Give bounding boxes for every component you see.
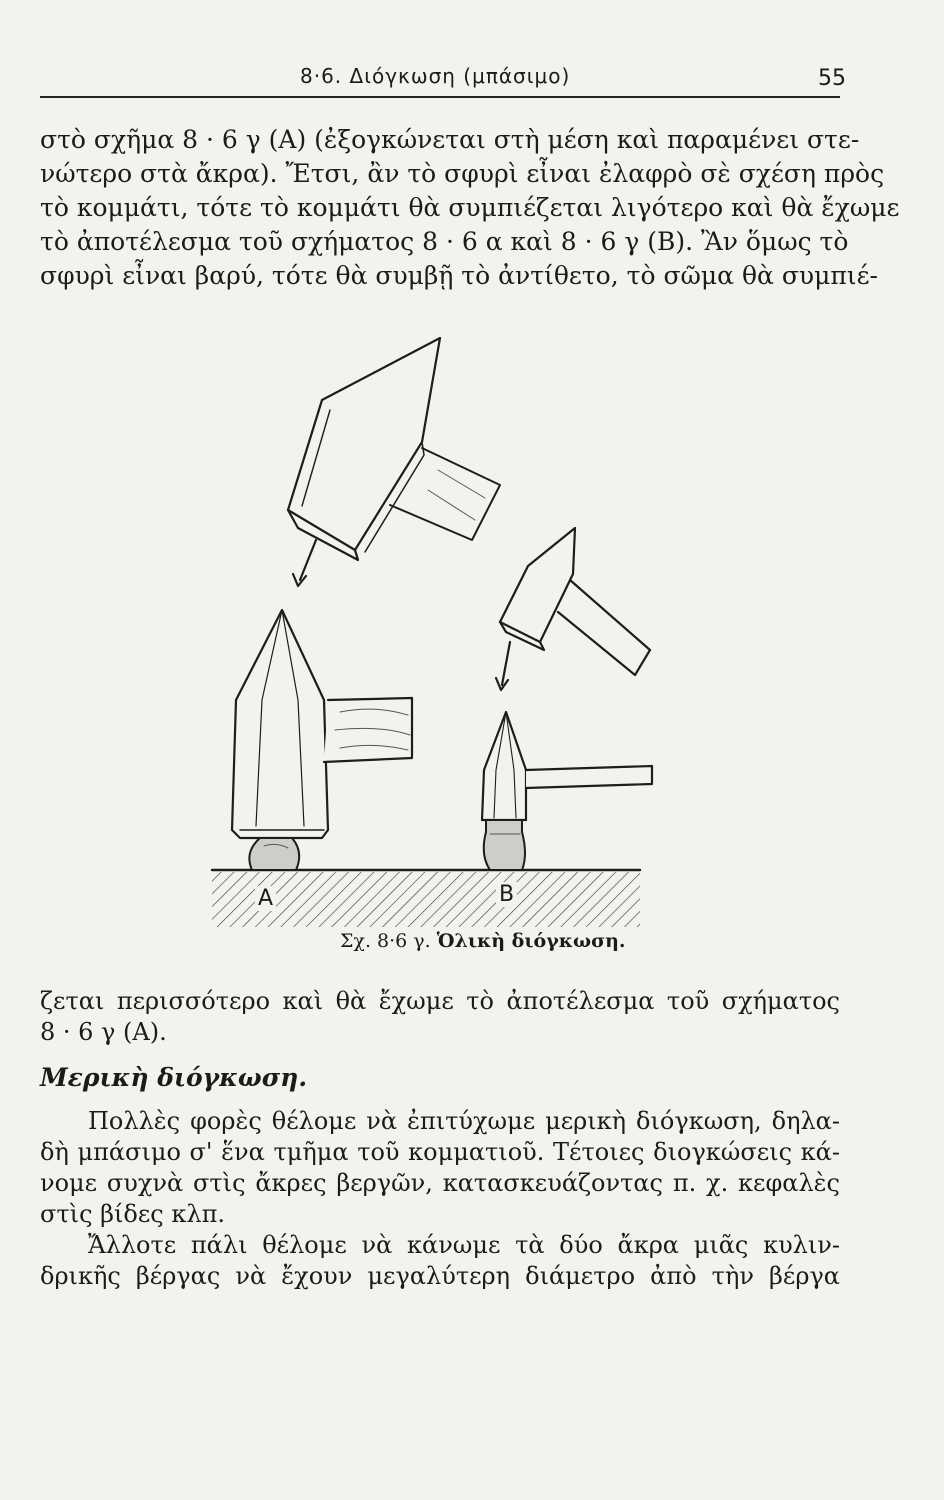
caption-number: Σχ. 8·6 γ. — [340, 930, 431, 952]
caption-title: Ὁλικὴ διόγκωση. — [436, 930, 626, 952]
label-b: B — [496, 882, 517, 907]
text-line: σφυρὶ εἶναι βαρύ, τότε θὰ συμβῇ τὸ ἀντίθετο, τὸ σῶμα θὰ συμπιέ- — [40, 261, 879, 290]
top-paragraph — [40, 123, 900, 293]
motion-arrow-icon — [300, 540, 316, 580]
text-line: νώτερο στὰ ἄκρα). Ἔτσι, ἂν τὸ σφυρὶ εἶναι ἐλαφρὸ σὲ σχέση πρὸς — [40, 159, 885, 188]
figure-8-6-gamma — [190, 330, 690, 930]
page-number: 55 — [818, 66, 846, 91]
anvil-hatching — [212, 872, 640, 927]
workpiece-b — [482, 712, 652, 870]
text-line: 8 · 6 γ (Α). — [40, 1018, 167, 1046]
running-head: 8·6. Διόγκωση (μπάσιμο) — [300, 64, 571, 88]
section-heading: Μερικὴ διόγκωση. — [40, 1063, 308, 1092]
text-line: στὶς βίδες κλπ. — [40, 1200, 225, 1228]
motion-arrow-icon — [502, 642, 510, 685]
figure-caption — [340, 930, 626, 952]
text-line: δὴ μπάσιμο σ' ἕνα τμῆμα τοῦ κομματιοῦ. Τέτοιες διογκώσεις κά- — [40, 1138, 840, 1166]
text-line: τὸ ἀποτέλεσμα τοῦ σχήματος 8 · 6 α καὶ 8 · 6 γ (Β). Ἂν ὅμως τὸ — [40, 227, 849, 256]
large-hammer-icon — [288, 338, 500, 560]
workpiece-a — [232, 610, 412, 870]
text-line: νομε συχνὰ στὶς ἄκρες βεργῶν, κατασκευάζοντας π. χ. κεφαλὲς — [40, 1169, 840, 1197]
text-line: τὸ κομμάτι, τότε τὸ κομμάτι θὰ συμπιέζεται λιγότερο καὶ θὰ ἔχωμε — [40, 193, 900, 222]
text-line: στὸ σχῆμα 8 · 6 γ (Α) (ἐξογκώνεται στὴ μέση καὶ παραμένει στε- — [40, 125, 860, 154]
bottom-text — [40, 986, 840, 1292]
upsetting-illustration — [190, 330, 690, 930]
label-a: A — [255, 886, 276, 911]
text-line: ζεται περισσότερο καὶ θὰ ἔχωμε τὸ ἀποτέλεσμα τοῦ σχήματος — [40, 987, 840, 1015]
text-line: δρικῆς βέργας νὰ ἔχουν μεγαλύτερη διάμετρο ἀπὸ τὴν βέργα — [40, 1262, 840, 1290]
header-rule — [40, 96, 840, 98]
small-hammer-icon — [500, 528, 650, 675]
text-line: Ἄλλοτε πάλι θέλομε νὰ κάνωμε τὰ δύο ἄκρα μιᾶς κυλιν- — [88, 1231, 840, 1259]
text-line: Πολλὲς φορὲς θέλομε νὰ ἐπιτύχωμε μερικὴ διόγκωση, δηλα- — [88, 1107, 840, 1135]
